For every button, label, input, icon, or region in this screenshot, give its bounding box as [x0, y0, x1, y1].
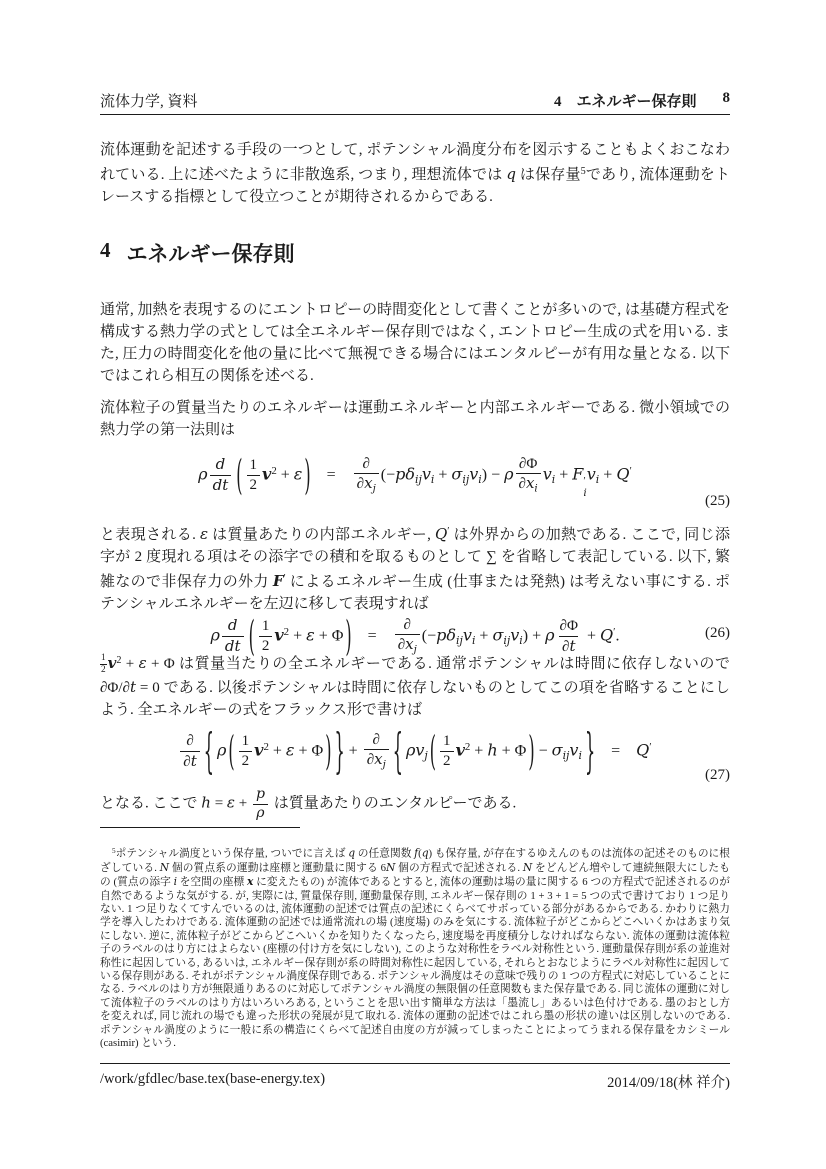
run: +	[555, 466, 573, 484]
run: (	[418, 847, 422, 860]
run: x	[405, 635, 414, 654]
run: v	[455, 740, 465, 760]
run: (	[236, 449, 243, 500]
run: ′	[649, 741, 652, 753]
run: q	[348, 846, 356, 860]
run: h	[487, 740, 498, 760]
run: (−	[421, 627, 437, 645]
run: +	[289, 627, 307, 645]
run: 2	[464, 741, 471, 753]
run: +	[470, 742, 488, 760]
run: p	[255, 786, 265, 802]
run: i	[519, 634, 523, 648]
paragraph-intro	[100, 139, 730, 208]
run: によるエネルギー生成 (仕事または発熱) は考えない事にする. ポテンシャルエネルギーを左辺に移して表現すれば	[100, 574, 730, 613]
page-footer	[100, 1071, 730, 1092]
run: ′	[283, 573, 286, 585]
run: であり, 流体運動をトレースする指標として役立つことが期待されるからである.	[100, 167, 730, 206]
run: +	[344, 742, 362, 760]
run: {	[392, 721, 403, 779]
run: ′	[583, 476, 586, 488]
run: =	[367, 627, 377, 645]
run	[100, 653, 107, 675]
run: + Φ	[314, 627, 344, 645]
run: }	[334, 721, 345, 779]
run: =	[326, 466, 336, 484]
run: v	[469, 464, 479, 484]
run: σ	[551, 740, 563, 760]
run	[251, 786, 270, 822]
paragraph-first-law	[100, 397, 730, 441]
paragraph-after-eq25	[100, 521, 730, 615]
run: i	[534, 484, 538, 496]
run: t	[569, 636, 576, 655]
run: +	[475, 627, 493, 645]
run	[514, 455, 543, 497]
run: i	[430, 473, 435, 487]
run: v	[586, 464, 596, 484]
run: となる. ここで	[100, 795, 202, 812]
header-rule	[100, 114, 730, 115]
run	[245, 456, 263, 495]
run: δ	[446, 625, 457, 645]
run: ij	[503, 634, 511, 648]
section-heading	[100, 238, 730, 268]
run: x	[246, 875, 254, 889]
run: をどんどん増やして連続無限大にしたもの (質点の添字	[100, 861, 730, 889]
run: ∂	[403, 616, 411, 633]
run: +	[268, 742, 286, 760]
run: v	[542, 464, 552, 484]
run: ∂	[356, 476, 365, 493]
run: + Φ	[294, 742, 324, 760]
header-section-title: 4 エネルギー保存則	[553, 94, 697, 110]
run: d	[215, 455, 226, 474]
run: ∂Φ	[559, 617, 578, 634]
run: 2	[443, 753, 451, 770]
run: ポテンシャル渦度という保存量, ついでに言えば	[115, 847, 349, 860]
run: i	[551, 473, 556, 487]
footnote	[100, 845, 730, 1051]
run: ρ	[545, 625, 555, 645]
run: ε	[199, 525, 209, 544]
run: v	[107, 654, 117, 673]
run: F	[272, 572, 284, 591]
run: i	[173, 875, 178, 889]
run: v	[415, 740, 425, 760]
run: (−	[380, 466, 396, 484]
run: =	[611, 742, 621, 760]
run: ∂	[183, 753, 191, 770]
run: x	[364, 474, 373, 493]
run: +	[234, 795, 251, 812]
run: ij	[415, 473, 422, 487]
equation-26-number: (26)	[705, 625, 730, 641]
run: d	[227, 616, 238, 635]
run: ρ	[504, 464, 514, 484]
run: ε	[226, 793, 235, 812]
run: 5	[112, 846, 116, 855]
run: ij	[462, 473, 470, 487]
run	[440, 732, 454, 751]
run: p	[436, 625, 447, 645]
run: 2	[261, 638, 270, 655]
footnote-rule	[100, 827, 300, 828]
run: は質量あたりのエンタルピーである.	[269, 795, 517, 812]
run: i	[583, 486, 587, 499]
run: ′	[613, 626, 616, 638]
run: ) −	[481, 466, 505, 484]
run: ∂	[562, 638, 570, 655]
run: j	[382, 760, 386, 772]
run: )	[325, 726, 332, 775]
run: 2	[101, 665, 106, 676]
run: =	[210, 795, 227, 812]
run: ∂	[397, 637, 406, 654]
run: ′	[447, 526, 450, 537]
footer-date-author: 2014/09/18(林 祥介)	[607, 1075, 730, 1091]
run: N	[522, 860, 533, 874]
header-right	[554, 90, 730, 111]
run: Q	[434, 525, 448, 544]
run: δ	[405, 464, 415, 484]
run: 個の方程式で記述される.	[395, 861, 523, 874]
run: ρ	[405, 740, 416, 760]
run: Q	[636, 740, 650, 760]
run: x	[525, 474, 535, 493]
paragraph-overview	[100, 299, 730, 387]
run: +	[582, 627, 600, 645]
run: (	[248, 610, 255, 661]
run: 1	[241, 733, 250, 750]
run	[247, 456, 261, 475]
run: ∂	[372, 731, 380, 748]
run: ε	[285, 740, 295, 760]
header-left-title: 流体力学, 資料	[100, 94, 198, 110]
run: + Φ	[497, 742, 527, 760]
run: +	[599, 466, 617, 484]
equation-27-number: (27)	[705, 767, 730, 783]
run: を空間の座標	[177, 876, 247, 889]
footer-file-path: /work/gfdlec/base.tex(base-energy.tex)	[100, 1071, 326, 1087]
run: .	[615, 627, 620, 645]
run: p	[395, 464, 406, 484]
run	[213, 455, 229, 475]
run: ij	[562, 749, 570, 763]
run: i	[578, 749, 582, 763]
run: −	[534, 742, 552, 760]
page-header	[100, 90, 730, 111]
run: σ	[451, 464, 463, 484]
run: + Φ は質量当たりの全エネルギーである. 通常ポテンシャルは時間に依存しないので ∂Φ/∂	[100, 656, 730, 696]
run: の任意関数	[355, 847, 415, 860]
run: 1	[249, 457, 258, 474]
run: {	[203, 721, 214, 779]
run: N	[385, 860, 396, 874]
run: x	[374, 750, 383, 769]
run: は質量あたりの内部エネルギー,	[208, 527, 435, 544]
run: 2	[271, 465, 277, 477]
run: に変えたもの) が流体であるとすると, 流体の運動は場の量に関する 6 つの方程式で記述されるのが自然であるような気がする. が, 実際には, 質量保存則, 運動量保存則, エネルギー保存則の 1 + 3 + 1 = 5 つの式で書けており 1 つ足りない. 1 つ足りなくてすんでいるのは, 流体運動の記述では質点の記述にくらべてサボっている部分があるからである. かわりに熱力学を導入したわけである. 流体運動の記述では通常流れの場 (速度場) のみを気にする. 流体粒子がどこからどこへいくかはあまり気にしない. 逆に, 流体粒子がどこからどこへいくかを知りたくなったら, 速度場を再度積分しなければならない. 流体の運動は流体粒子のラベルのはり方にはよらない (座標の付け方を気にしない), このような対称性をラベル対称性という. 運動量保存則が系の並進対称性に起因している, あるいは, エネルギー保存則が系の時間対称性に起因している, それらとおなじようにラベル対称性に起因している保存則がある. それがポテンシャル渦度保存則である. ポテンシャル渦度はその意味で残りの 1 つの方程式に対応していることになる. ラベルのはり方が無限通りあるのに対応してポテンシャル渦度の無限個の任意関数もまた保存量である. 同じ流体の運動に対して流体粒子のラベルのはり方はいろいろある, ということを思い出す簡単な方法は「墨流し」あるいは色付けである. 墨のおとし方を変えれば, 同じ流れの場でも違った形状の発展が見て取れる. 流体の運動の記述ではこれら墨の形状の違いは区別しないのである. ポテンシャル渦度のように一般に系の構造にくらべて記述自由度の方が減ってしまったことによってうまれる保存量をカシミール (casimir) という.	[100, 876, 730, 1049]
run: 個の質点系の運動は座標と運動量に関する 6	[169, 861, 386, 874]
equation-25-number: (25)	[705, 493, 730, 509]
run: )	[345, 610, 352, 661]
run: ρ	[210, 625, 220, 645]
run: 2	[283, 626, 290, 638]
run: 流体粒子の質量当たりのエネルギーは運動エネルギーと内部エネルギーである. 微小領域での熱力学の第一法則は	[100, 400, 730, 438]
run: ρ	[216, 740, 227, 760]
run: i	[595, 473, 600, 487]
run	[352, 455, 381, 497]
run: j	[424, 749, 428, 763]
run: dt	[224, 637, 241, 656]
run: は保存量	[515, 167, 581, 184]
run: v	[262, 464, 272, 484]
run: 2	[241, 753, 250, 770]
run: h	[201, 793, 211, 812]
run: f	[414, 846, 419, 860]
section-number: 4	[100, 238, 111, 262]
run: 1	[101, 653, 106, 664]
run: )	[528, 726, 535, 775]
run: v	[569, 740, 579, 760]
run: ′	[629, 465, 632, 477]
run: ) +	[522, 627, 546, 645]
run: 5	[580, 166, 586, 177]
run: v	[421, 464, 431, 484]
run: ε	[138, 654, 147, 673]
run: 1	[443, 733, 451, 750]
run: (	[429, 726, 437, 775]
header-page-number: 8	[722, 90, 730, 106]
run: ρ	[198, 464, 208, 484]
run: Q	[599, 625, 614, 645]
footer-rule	[100, 1063, 730, 1064]
run: σ	[492, 625, 504, 645]
run: 通常, 加熱を表現するのにエントロピーの時間変化として書くことが多いので, は基礎方程式を構成する熱力学の式としては全エネルギー保存則ではなく, エントロピー生成の式を用いる. また, 圧力の時間変化を他の量に比べて無視できる場合にはエンタルピーが有用な量となる. 以下ではこれら相互の関係を述べる.	[100, 302, 730, 384]
run: v	[462, 625, 472, 645]
run: ) も保存量, が存在するゆえんのものは流体の記述そのものに根ざしている.	[100, 847, 730, 874]
run: ∂	[518, 476, 526, 493]
run: +	[276, 466, 294, 484]
run: i	[478, 473, 482, 487]
run: t	[190, 751, 197, 770]
run: v	[254, 740, 264, 760]
run: i	[471, 634, 476, 648]
run: = 0 である. 以後ポテンシャルは時間に依存しないものとしてこの項を省略することにしよう. 全エネルギーの式をフラックス形で書けば	[100, 679, 730, 718]
run: j	[372, 484, 376, 496]
run: +	[434, 466, 452, 484]
run: dt	[212, 476, 229, 495]
run	[253, 804, 267, 823]
run: v	[274, 625, 284, 645]
run: 2	[116, 655, 122, 666]
run: ∂	[366, 752, 375, 769]
run: 2	[263, 741, 269, 753]
run: ε	[293, 464, 303, 484]
run	[370, 731, 383, 750]
run: j	[413, 645, 417, 657]
run: (	[228, 726, 235, 775]
run	[239, 732, 253, 751]
run: は外界からの加熱である. ここで, 同じ添字が 2 度現れる項はその添字での積和を取るものとして ∑ を省略して表記している. 以下, 繁雑なので非保存力の外力	[100, 527, 730, 591]
paragraph-enthalpy	[100, 786, 730, 822]
run: と表現される.	[100, 527, 200, 544]
run	[253, 786, 268, 804]
run: q	[506, 165, 516, 184]
run: 2	[249, 477, 258, 494]
run	[183, 732, 196, 751]
run: ∂	[362, 455, 370, 472]
run: ε	[306, 625, 315, 645]
paragraph-total-energy	[100, 650, 730, 721]
run	[359, 455, 372, 474]
run: t	[129, 677, 136, 696]
run: ij	[456, 634, 463, 648]
run	[208, 455, 234, 496]
run: q	[421, 846, 429, 860]
run: 1	[261, 618, 270, 635]
section-title: エネルギー保存則	[126, 242, 295, 266]
run: ρ	[256, 804, 265, 821]
run: F	[572, 464, 584, 484]
run: +	[121, 656, 139, 673]
run: )	[304, 449, 311, 500]
run: Q	[616, 464, 630, 484]
run: 流体運動を記述する手段の一つとして, ポテンシャル渦度分布を図示することもよくおこなわれている. 上に述べたように非散逸系, つまり, 理想流体では	[100, 142, 730, 184]
run: ∂Φ	[518, 455, 538, 472]
run: N	[159, 860, 170, 874]
run: }	[584, 721, 596, 779]
run: ∂	[186, 732, 194, 749]
run: v	[510, 625, 520, 645]
run	[516, 455, 540, 474]
